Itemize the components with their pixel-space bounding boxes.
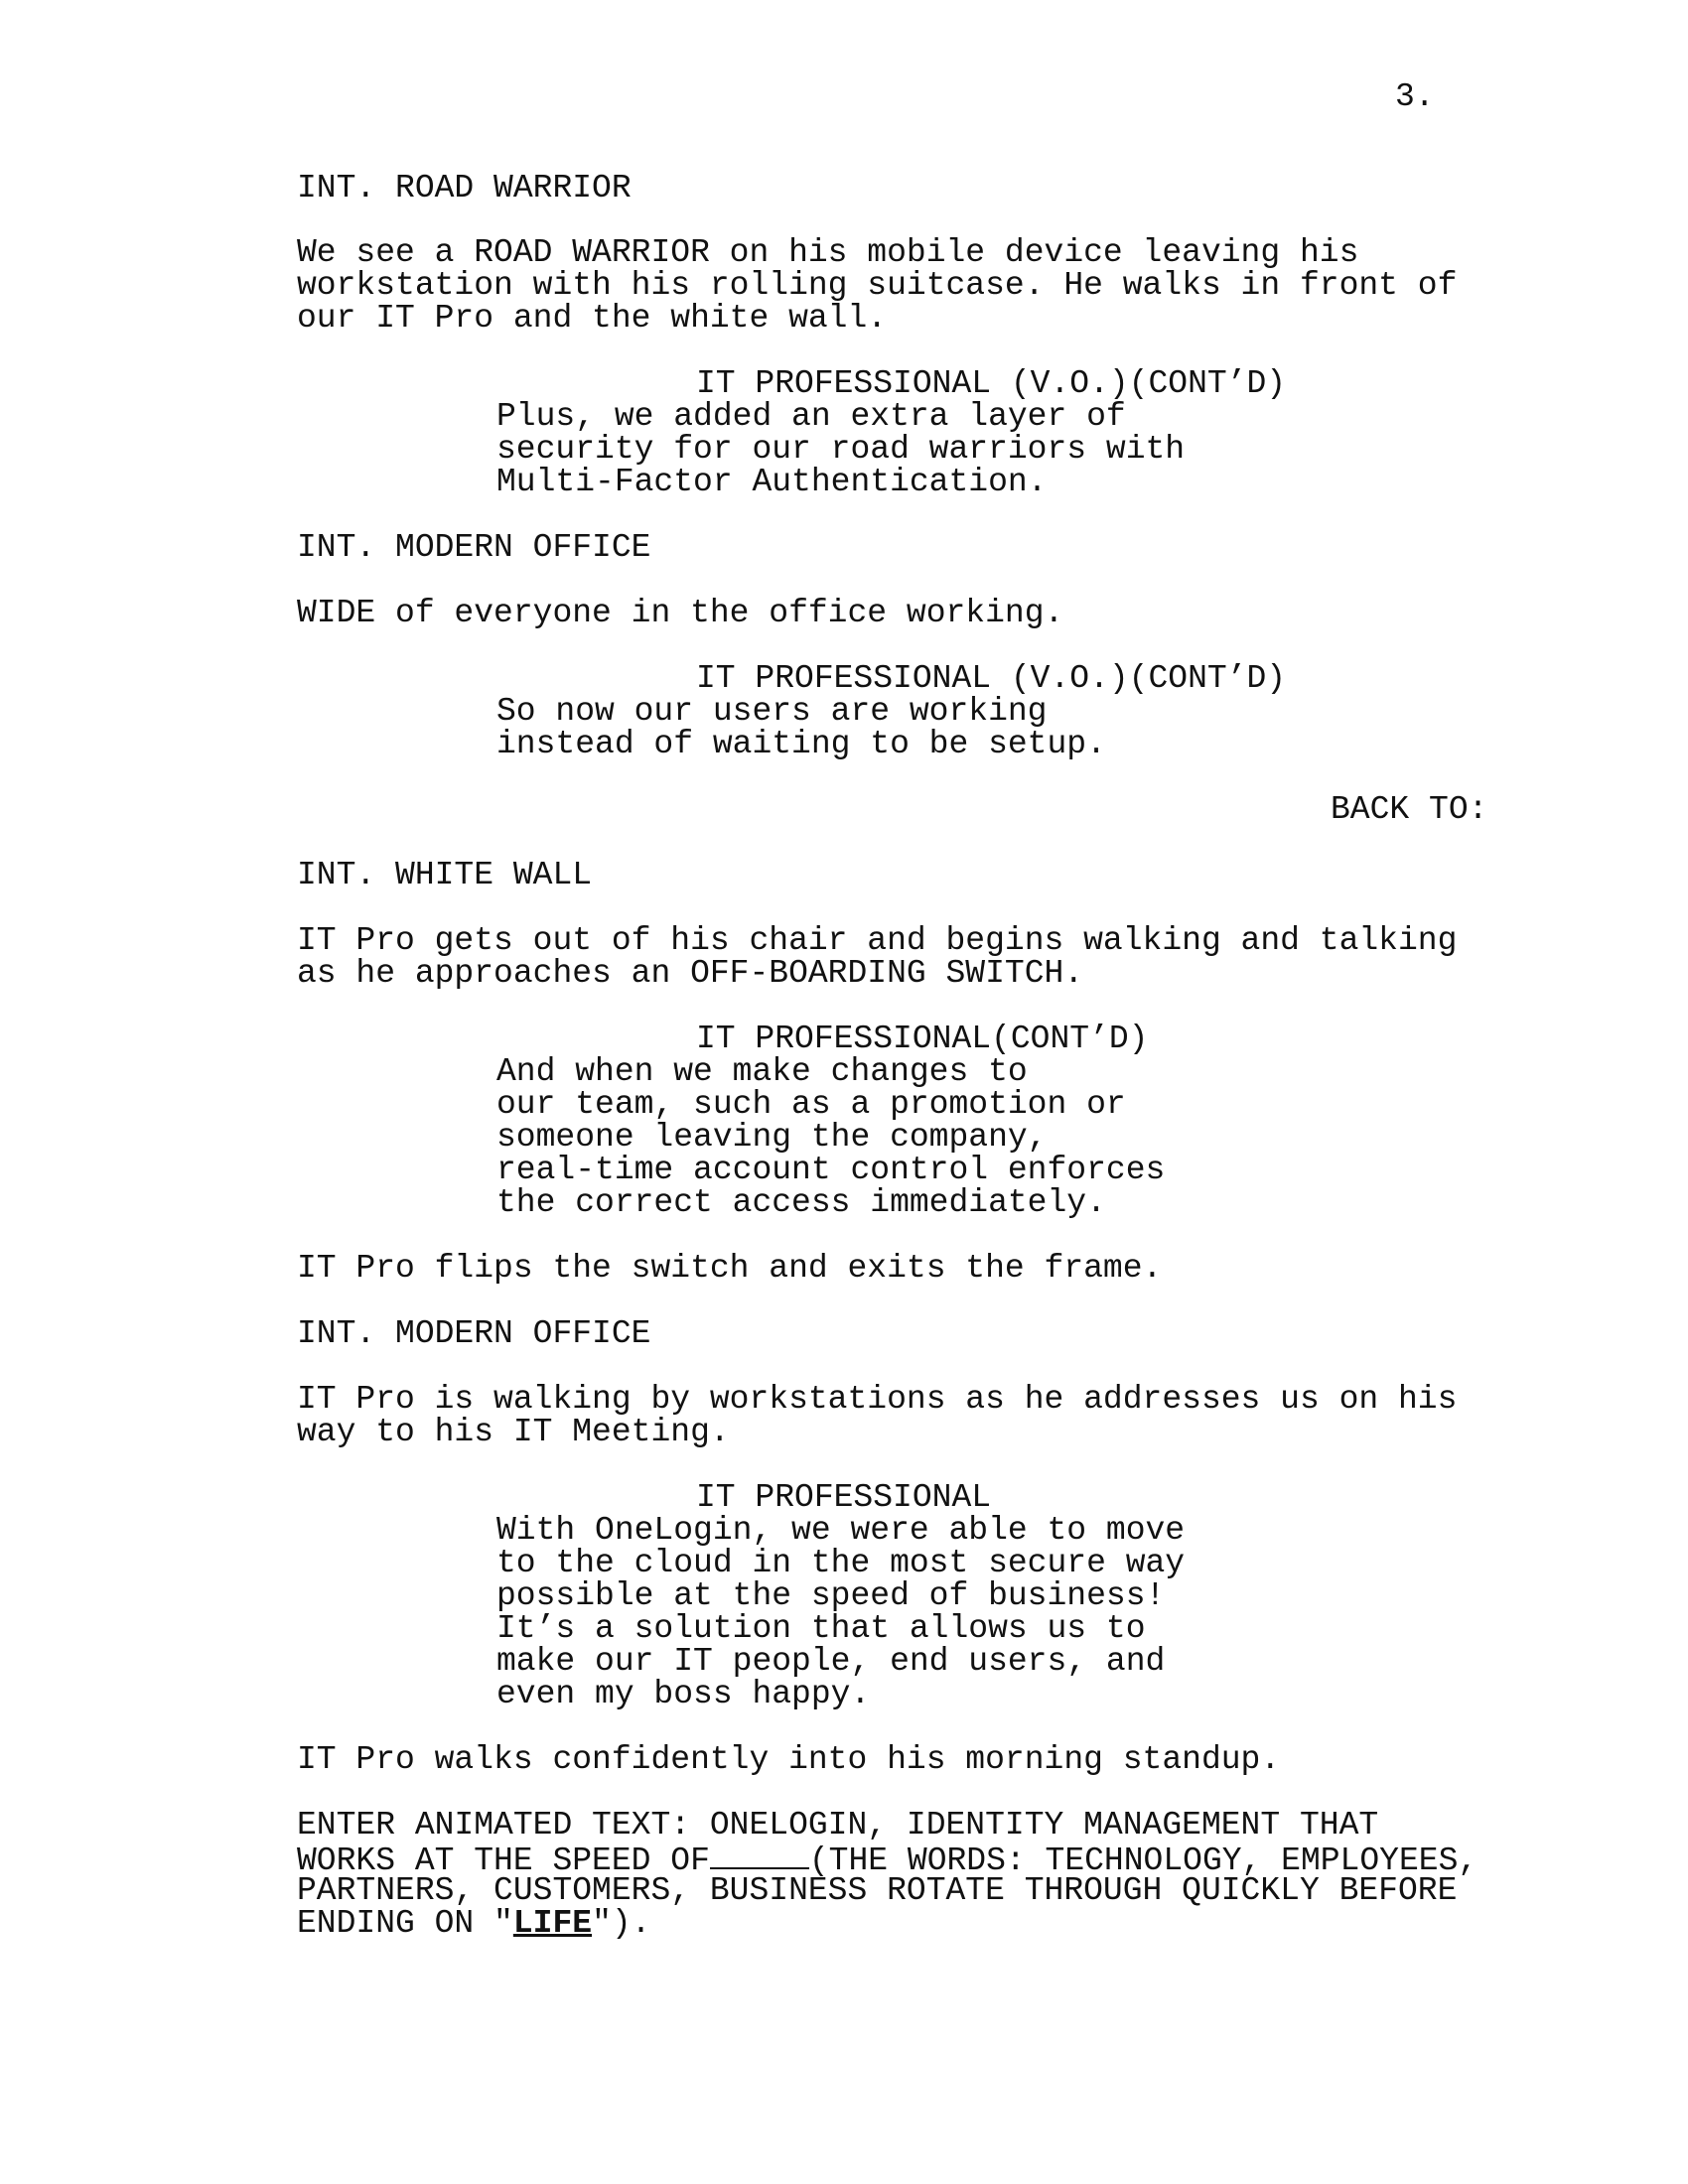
action-line: our IT Pro and the white wall. [297,300,888,337]
action-text: WORKS AT THE SPEED OF [297,1843,710,1879]
scene-heading-modern-office: INT. MODERN OFFICE [297,529,651,566]
scene-heading-white-wall: INT. WHITE WALL [297,857,593,893]
dialogue-line: make our IT people, end users, and [496,1643,1166,1680]
action-line: ENTER ANIMATED TEXT: ONELOGIN, IDENTITY MANAGEMENT THAT [297,1807,1379,1843]
action-text: "). [592,1905,651,1942]
character-cue: IT PROFESSIONAL [696,1479,992,1516]
fill-in-blank [710,1842,809,1869]
emphasized-word: LIFE [512,1905,593,1942]
action-line: WIDE of everyone in the office working. [297,595,1064,631]
action-line: IT Pro walks confidently into his morning standup. [297,1741,1281,1778]
dialogue-line: So now our users are working [496,693,1048,730]
dialogue-line: the correct access immediately. [496,1184,1106,1221]
dialogue-line: With OneLogin, we were able to move [496,1512,1186,1549]
scene-heading-road-warrior: INT. ROAD WARRIOR [297,170,632,206]
dialogue-line: Plus, we added an extra layer of [496,398,1126,435]
dialogue-line: security for our road warriors with [496,431,1186,468]
page-number: 3. [1395,78,1435,115]
action-text: ENDING ON " [297,1905,513,1942]
character-cue: IT PROFESSIONAL(CONT’D) [696,1021,1149,1057]
scene-heading-modern-office: INT. MODERN OFFICE [297,1315,651,1352]
dialogue-line: Multi-Factor Authentication. [496,464,1048,500]
action-line-ending [297,1907,650,1940]
dialogue-line: possible at the speed of business! [496,1577,1166,1614]
dialogue-line: real-time account control enforces [496,1152,1166,1188]
action-line: way to his IT Meeting. [297,1414,730,1450]
action-line: as he approaches an OFF-BOARDING SWITCH. [297,955,1084,992]
dialogue-line: And when we make changes to [496,1053,1028,1090]
dialogue-line: instead of waiting to be setup. [496,726,1106,762]
character-cue: IT PROFESSIONAL (V.O.)(CONT’D) [696,365,1287,402]
action-text: (THE WORDS: TECHNOLOGY, EMPLOYEES, [808,1843,1478,1879]
action-line: We see a ROAD WARRIOR on his mobile device leaving his [297,234,1359,271]
dialogue-line: someone leaving the company, [496,1119,1048,1156]
action-line: workstation with his rolling suitcase. He walks in front of [297,267,1458,304]
dialogue-line: It’s a solution that allows us to [496,1610,1146,1647]
action-line: IT Pro is walking by workstations as he addresses us on his [297,1381,1458,1418]
action-line: IT Pro flips the switch and exits the frame. [297,1250,1163,1287]
dialogue-line: to the cloud in the most secure way [496,1545,1186,1581]
dialogue-line: our team, such as a promotion or [496,1086,1126,1123]
character-cue: IT PROFESSIONAL (V.O.)(CONT’D) [696,660,1287,697]
dialogue-line: even my boss happy. [496,1676,871,1712]
action-line: IT Pro gets out of his chair and begins walking and talking [297,922,1458,959]
transition: BACK TO: [1331,791,1488,828]
action-line: PARTNERS, CUSTOMERS, BUSINESS ROTATE THROUGH QUICKLY BEFORE [297,1872,1458,1909]
